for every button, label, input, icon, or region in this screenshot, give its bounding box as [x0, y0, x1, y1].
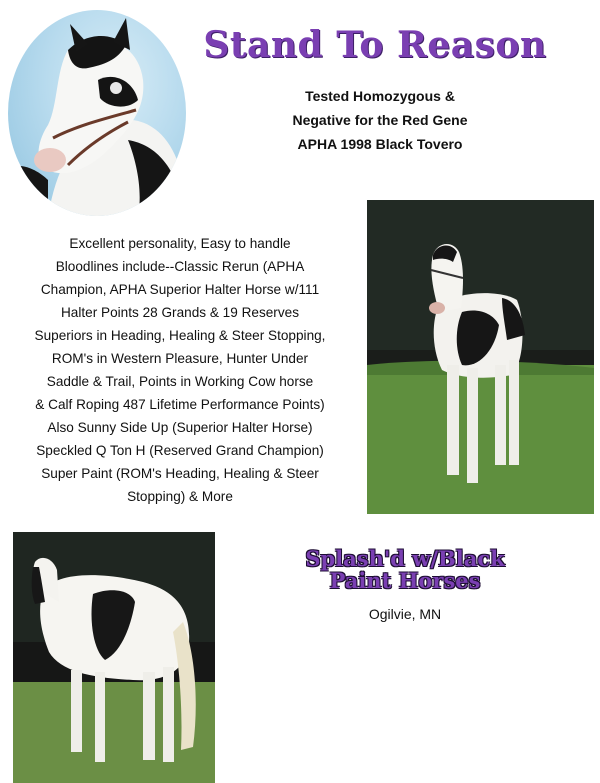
description-line: Saddle & Trail, Points in Working Cow horse — [46, 374, 314, 389]
description-line: & Calf Roping 487 Lifetime Performance Points) — [35, 397, 325, 412]
description-line: ROM's in Western Pleasure, Hunter Under — [51, 351, 309, 366]
description-line: Excellent personality, Easy to handle — [69, 236, 291, 251]
subtitle-line-3: APHA 1998 Black Tovero — [297, 136, 463, 152]
description-line: Bloodlines include--Classic Rerun (APHA — [55, 259, 305, 274]
description-line: Super Paint (ROM's Heading, Healing & Steer — [41, 466, 319, 481]
description-line: Superiors in Heading, Healing & Steer Stopping, — [34, 328, 326, 343]
subtitle-line-1: Tested Homozygous & — [305, 88, 455, 104]
farm-location: Ogilvie, MN — [368, 606, 442, 622]
description-line: Halter Points 28 Grands & 19 Reserves — [60, 305, 299, 320]
description-line: Champion, APHA Superior Halter Horse w/111 — [40, 282, 320, 297]
description-line: Stopping) & More — [127, 489, 233, 504]
mare-photo — [13, 532, 215, 783]
farm-name — [285, 548, 525, 592]
farm-name-line-2: Paint Horses — [329, 568, 481, 593]
horse-head-portrait — [8, 10, 186, 216]
horse-name-title: Stand To Reason — [203, 24, 547, 66]
foal-photo — [367, 200, 594, 514]
farm-name-line-1: Splash'd w/Black — [305, 546, 505, 571]
description-line: Also Sunny Side Up (Superior Halter Horse) — [47, 420, 313, 435]
description-line: Speckled Q Ton H (Reserved Grand Champion) — [36, 443, 324, 458]
subtitle-line-2: Negative for the Red Gene — [292, 112, 468, 128]
description-block — [0, 232, 360, 508]
